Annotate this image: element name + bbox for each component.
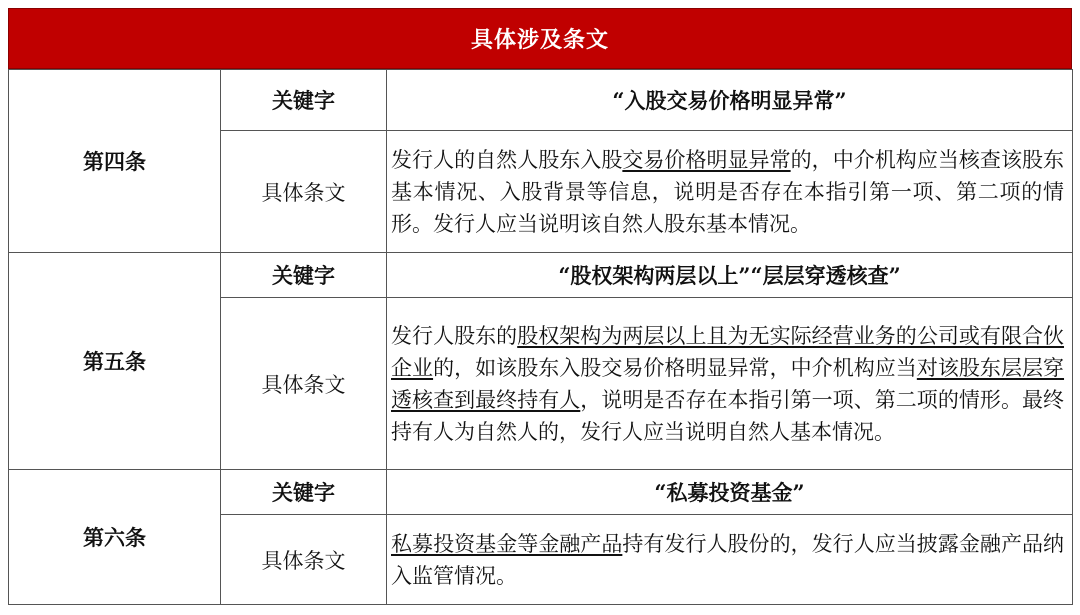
article-text <box>387 298 1073 470</box>
article-text-label: 具体条文 <box>221 515 387 605</box>
article-text <box>387 515 1073 605</box>
keyword-label: 关键字 <box>221 253 387 298</box>
text-segment: 的，中介机构应当核查该股东基本情况、入股背景等信息，说明是否存在本指引第一项、第二项的情形。发行人应当说明该自然人股东基本情况。 <box>391 147 1065 236</box>
text-segment: 的，如该股东入股交易价格明显异常，中介机构应当 <box>433 355 917 380</box>
article-text-label: 具体条文 <box>221 131 387 253</box>
articles-table-frame <box>8 8 1072 605</box>
underlined-phrase: 股权架构为两层以上且为无实际经营业务的公司或有限合伙企业 <box>391 323 1065 380</box>
table-row <box>9 70 1073 131</box>
keyword-label: 关键字 <box>221 470 387 515</box>
keyword-value: “入股交易价格明显异常” <box>387 70 1073 131</box>
article-name: 第六条 <box>9 470 221 605</box>
text-segment: 持有发行人股份的，发行人应当披露金融产品纳入监管情况。 <box>391 531 1065 588</box>
underlined-phrase: 交易价格明显异常 <box>622 147 791 172</box>
underlined-phrase: 对该股东层层穿透核查到最终持有人 <box>391 355 1065 412</box>
article-name: 第四条 <box>9 70 221 253</box>
text-segment: 发行人的自然人股东入股 <box>391 147 623 172</box>
articles-table <box>8 69 1073 605</box>
underlined-phrase: 私募投资基金等金融产品 <box>391 531 623 556</box>
keyword-value: “私募投资基金” <box>387 470 1073 515</box>
banner-title: 具体涉及条文 <box>470 27 609 53</box>
table-banner <box>8 8 1072 69</box>
table-row <box>9 470 1073 515</box>
article-text <box>387 131 1073 253</box>
keyword-label: 关键字 <box>221 70 387 131</box>
text-segment: 发行人股东的 <box>391 323 518 348</box>
article-text-label: 具体条文 <box>221 298 387 470</box>
keyword-value: “股权架构两层以上”“层层穿透核查” <box>387 253 1073 298</box>
text-segment: ，说明是否存在本指引第一项、第二项的情形。最终持有人为自然人的，发行人应当说明自然人基本情况。 <box>391 387 1065 444</box>
table-row <box>9 253 1073 298</box>
article-name: 第五条 <box>9 253 221 470</box>
